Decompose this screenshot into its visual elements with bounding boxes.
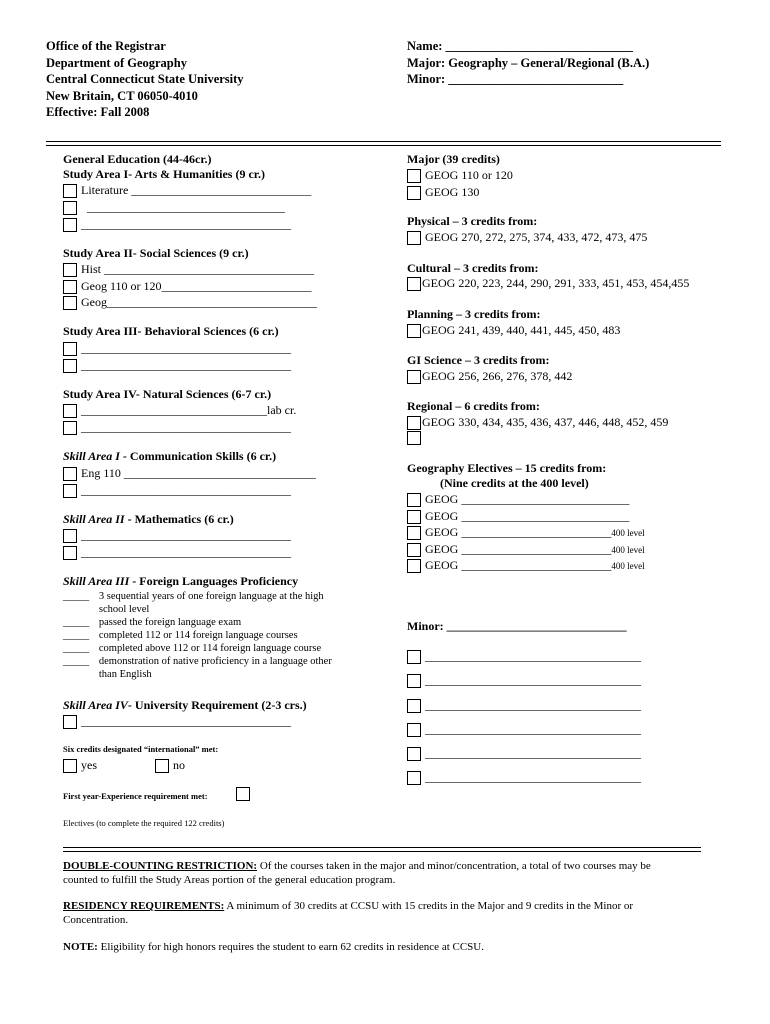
skill1-row[interactable]: Eng 110 ________________________________ — [63, 466, 316, 481]
area2-title: Study Area II- Social Sciences (9 cr.) — [63, 246, 249, 260]
planning-row[interactable]: GEOG 241, 439, 440, 441, 445, 450, 483 — [407, 323, 620, 338]
address-line: Central Connecticut State University — [46, 72, 244, 86]
area2-row[interactable]: Hist ___________________________________ — [63, 262, 314, 277]
checkbox[interactable] — [407, 431, 421, 445]
elective-row[interactable]: GEOG _________________________400 level — [407, 558, 645, 573]
student-info — [407, 38, 649, 88]
double-counting-note: DOUBLE-COUNTING RESTRICTION: Of the courses taken in the major and minor/concentration, a total of two courses may be counted to fulfill the Study Areas portion of the general education program. — [63, 860, 651, 886]
checkbox[interactable] — [63, 280, 77, 294]
physical-title: Physical – 3 credits from: — [407, 214, 538, 228]
electives-note: Electives (to complete the required 122 credits) — [63, 818, 225, 828]
minor-row[interactable]: ____________________________________ — [407, 649, 641, 664]
residency-note: RESIDENCY REQUIREMENTS: A minimum of 30 credits at CCSU with 15 credits in the Major and 9 credits in the Minor or Concentration. — [63, 900, 634, 926]
area1-row[interactable]: _________________________________ — [63, 200, 285, 215]
skill4-title: Skill Area IV- University Requirement (2-3 crs.) — [63, 698, 307, 712]
minor-row[interactable]: ____________________________________ — [407, 698, 641, 713]
checkbox[interactable] — [63, 201, 77, 215]
blank[interactable]: _____ — [63, 656, 90, 667]
area3-title: Study Area III- Behavioral Sciences (6 cr.) — [63, 324, 279, 338]
major-core-row[interactable]: GEOG 130 — [407, 185, 479, 200]
checkbox[interactable] — [63, 342, 77, 356]
checkbox[interactable] — [63, 484, 77, 498]
major-label: Major: Geography – General/Regional (B.A.) — [407, 55, 650, 70]
geo-electives-title: Geography Electives – 15 credits from: — [407, 461, 607, 475]
language-options: _____ 3 sequential years of one foreign language at the high school level _____ passed the foreign language exam _____ completed 112 or 114 foreign language courses _____ completed above 112 or 114 foreign language course _____ demonstration of native proficiency in a language other than English — [63, 591, 332, 680]
checkbox[interactable] — [63, 184, 77, 198]
checkbox[interactable] — [63, 529, 77, 543]
area3-row[interactable]: ___________________________________ — [63, 341, 291, 356]
gened-title: General Education (44-46cr.) — [63, 152, 212, 166]
address-line: Department of Geography — [46, 55, 187, 70]
area1-title: Study Area I- Arts & Humanities (9 cr.) — [63, 167, 265, 181]
elective-row[interactable]: GEOG _________________________400 level — [407, 525, 645, 540]
skill1-row[interactable]: ___________________________________ — [63, 483, 291, 498]
minor-row[interactable]: ____________________________________ — [407, 770, 641, 785]
checkbox[interactable] — [407, 771, 421, 785]
regional-row[interactable] — [407, 430, 425, 445]
checkbox[interactable] — [407, 674, 421, 688]
area4-row[interactable]: _______________________________lab cr. — [63, 403, 296, 418]
area1-row[interactable]: ___________________________________ — [63, 217, 291, 232]
elective-row[interactable]: GEOG _________________________400 level — [407, 542, 645, 557]
checkbox[interactable] — [63, 404, 77, 418]
skill2-row[interactable]: ___________________________________ — [63, 545, 291, 560]
minor-row[interactable]: ____________________________________ — [407, 746, 641, 761]
checkbox[interactable] — [407, 324, 421, 338]
skill2-row[interactable]: ___________________________________ — [63, 528, 291, 543]
checkbox[interactable] — [63, 296, 77, 310]
area2-row[interactable]: Geog 110 or 120_________________________ — [63, 279, 312, 294]
gis-row[interactable]: GEOG 256, 266, 276, 378, 442 — [407, 369, 572, 384]
checkbox[interactable] — [407, 543, 421, 557]
effective-date: Effective: Fall 2008 — [46, 105, 150, 119]
checkbox[interactable] — [407, 277, 421, 291]
major-title: Major (39 credits) — [407, 152, 500, 166]
planning-title: Planning – 3 credits from: — [407, 307, 541, 321]
checkbox[interactable] — [407, 493, 421, 507]
honors-note: NOTE: Eligibility for high honors requires the student to earn 62 credits in residence at CCSU. — [63, 941, 484, 953]
fye-checkbox[interactable] — [236, 787, 250, 801]
registrar-address — [46, 38, 244, 121]
checkbox[interactable] — [407, 723, 421, 737]
checkbox[interactable] — [63, 715, 77, 729]
blank[interactable]: _____ — [63, 617, 90, 628]
blank[interactable]: _____ — [63, 643, 90, 654]
address-line: Office of the Registrar — [46, 39, 166, 53]
checkbox[interactable] — [407, 650, 421, 664]
geo-electives-sub: (Nine credits at the 400 level) — [440, 476, 589, 490]
fye-label: First year-Experience requirement met: — [63, 791, 208, 801]
international-label: Six credits designated “international” met: — [63, 744, 219, 754]
checkbox[interactable] — [407, 699, 421, 713]
cultural-row[interactable]: GEOG 220, 223, 244, 290, 291, 333, 451, 453, 454,455 — [407, 276, 689, 291]
skill2-title: Skill Area II - Mathematics (6 cr.) — [63, 512, 234, 526]
regional-title: Regional – 6 credits from: — [407, 399, 540, 413]
cultural-title: Cultural – 3 credits from: — [407, 261, 539, 275]
elective-row[interactable]: GEOG ____________________________ — [407, 492, 629, 507]
checkbox[interactable] — [63, 218, 77, 232]
checkbox[interactable] — [407, 510, 421, 524]
area4-row[interactable]: ___________________________________ — [63, 420, 291, 435]
name-field[interactable]: Name: ______________________________ — [407, 39, 634, 53]
checkbox[interactable] — [407, 747, 421, 761]
checkbox[interactable] — [63, 359, 77, 373]
minor-row[interactable]: ____________________________________ — [407, 673, 641, 688]
checkbox[interactable] — [407, 416, 421, 430]
checkbox[interactable] — [63, 263, 77, 277]
international-no[interactable]: no — [155, 758, 185, 773]
skill1-title: Skill Area I - Communication Skills (6 cr.) — [63, 449, 277, 463]
checkbox[interactable] — [63, 421, 77, 435]
minor-field[interactable]: Minor: ____________________________ — [407, 72, 624, 86]
area3-row[interactable]: ___________________________________ — [63, 358, 291, 373]
address-line: New Britain, CT 06050-4010 — [46, 88, 198, 103]
checkbox[interactable] — [63, 467, 77, 481]
elective-row[interactable]: GEOG ____________________________ — [407, 509, 629, 524]
skill3-title: Skill Area III - Foreign Languages Proficiency — [63, 574, 299, 588]
notes-divider — [63, 847, 701, 852]
checkbox[interactable] — [407, 370, 421, 384]
area4-title: Study Area IV- Natural Sciences (6-7 cr.) — [63, 387, 272, 401]
checkbox[interactable] — [407, 526, 421, 540]
area2-row[interactable]: Geog___________________________________ — [63, 295, 317, 310]
gis-title: GI Science – 3 credits from: — [407, 353, 550, 367]
checkbox[interactable] — [63, 759, 77, 773]
skill4-row[interactable]: ___________________________________ — [63, 714, 291, 729]
checkbox[interactable] — [407, 231, 421, 245]
blank[interactable]: _____ — [63, 591, 90, 602]
checkbox[interactable] — [407, 186, 421, 200]
checkbox[interactable] — [155, 759, 169, 773]
blank[interactable]: _____ — [63, 630, 90, 641]
checkbox[interactable] — [63, 546, 77, 560]
minor-title: Minor: ______________________________ — [407, 619, 627, 633]
international-yes[interactable]: yes — [63, 758, 97, 773]
area1-row[interactable]: Literature ______________________________ — [63, 183, 311, 198]
checkbox[interactable] — [407, 559, 421, 573]
physical-row[interactable]: GEOG 270, 272, 275, 374, 433, 472, 473, 475 — [407, 230, 647, 245]
regional-row[interactable]: GEOG 330, 434, 435, 436, 437, 446, 448, 452, 459 — [407, 415, 668, 430]
major-core-row[interactable]: GEOG 110 or 120 — [407, 168, 513, 183]
header-divider — [46, 141, 721, 146]
minor-row[interactable]: ____________________________________ — [407, 722, 641, 737]
checkbox[interactable] — [407, 169, 421, 183]
